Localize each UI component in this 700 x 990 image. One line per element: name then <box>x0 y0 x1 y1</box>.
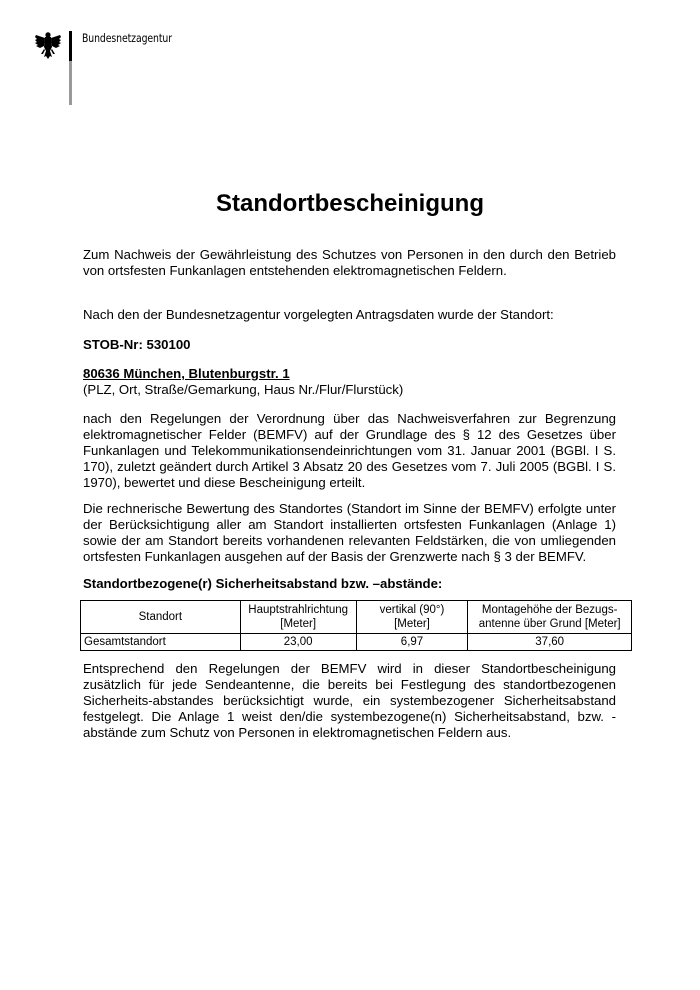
agency-name: Bundesnetzagentur <box>82 31 172 45</box>
header-montagehoehe: Montagehöhe der Bezugs- antenne über Grund [Meter] <box>468 601 632 634</box>
header-standort: Standort <box>81 601 241 634</box>
logo-bar-black <box>69 31 72 61</box>
header-hauptstrahlrichtung: Hauptstrahlrichtung [Meter] <box>240 601 356 634</box>
site-address <box>83 366 616 382</box>
evaluation-paragraph: Die rechnerische Bewertung des Standortes (Standort im Sinne der BEMFV) erfolgte unter der Berücksichtigung aller am Standort installierten ortsfesten Funkanlagen (Anlage 1) sowie der am Standort bereits vorhandenen relevanten Feldstärken, die von umliegenden ortsfesten Funkanlagen ausgehen auf der Basis der Grenzwerte nach § 3 der BEMFV. <box>83 501 616 564</box>
distance-heading: Standortbezogene(r) Sicherheitsabstand bzw. –abstände: <box>83 576 443 591</box>
regulation-paragraph: nach den Regelungen der Verordnung über das Nachweisverfahren zur Begrenzung elektromagnetischer Felder (BEMFV) auf der Grundlage des § 12 des Gesetzes über Funkanlagen und Telekommunikationsendeinrichtungen vom 31. Januar 2001 (BGBl. I S. 170), zuletzt geändert durch Artikel 3 Absatz 20 des Gesetzes vom 7. Juli 2005 (BGBl. I S. 1970), bewertet und diese Bescheinigung erteilt. <box>83 411 616 490</box>
federal-eagle-icon <box>35 31 61 61</box>
cell-standort: Gesamtstandort <box>81 634 241 651</box>
cell-montagehoehe: 37,60 <box>468 634 632 651</box>
table-row <box>81 634 632 651</box>
antrag-sentence: Nach den der Bundesnetzagentur vorgelegten Antragsdaten wurde der Standort: <box>83 307 554 322</box>
logo-bar-grey <box>69 61 72 105</box>
intro-paragraph: Zum Nachweis der Gewährleistung des Schutzes von Personen in den durch den Betrieb von ortsfesten Funkanlagen entstehenden elektromagnetischen Feldern. <box>83 247 616 278</box>
address-hint: (PLZ, Ort, Straße/Gemarkung, Haus Nr./Flur/Flurstück) <box>83 382 404 397</box>
site-address-text: 80636 München, Blutenburgstr. 1 <box>83 366 290 381</box>
cell-vertikal: 6,97 <box>356 634 468 651</box>
safety-distance-table <box>80 600 632 651</box>
stob-number: STOB-Nr: 530100 <box>83 337 191 352</box>
cell-hauptstrahlrichtung: 23,00 <box>240 634 356 651</box>
header-vertikal: vertikal (90°) [Meter] <box>356 601 468 634</box>
table-header-row <box>81 601 632 634</box>
document-title: Standortbescheinigung <box>215 190 484 217</box>
closing-paragraph: Entsprechend den Regelungen der BEMFV wird in dieser Standortbescheinigung zusätzlich für jede Sendeantenne, die bereits bei Festlegung des standortbezogenen Sicherheits-abstandes berücksichtigt wurde, ein systembezogener Sicherheitsabstand festgelegt. Die Anlage 1 weist den/die systembezogene(n) Sicherheitsabstand, bzw. -abstände zum Schutz von Personen in elektromagnetischen Feldern aus. <box>83 661 616 740</box>
